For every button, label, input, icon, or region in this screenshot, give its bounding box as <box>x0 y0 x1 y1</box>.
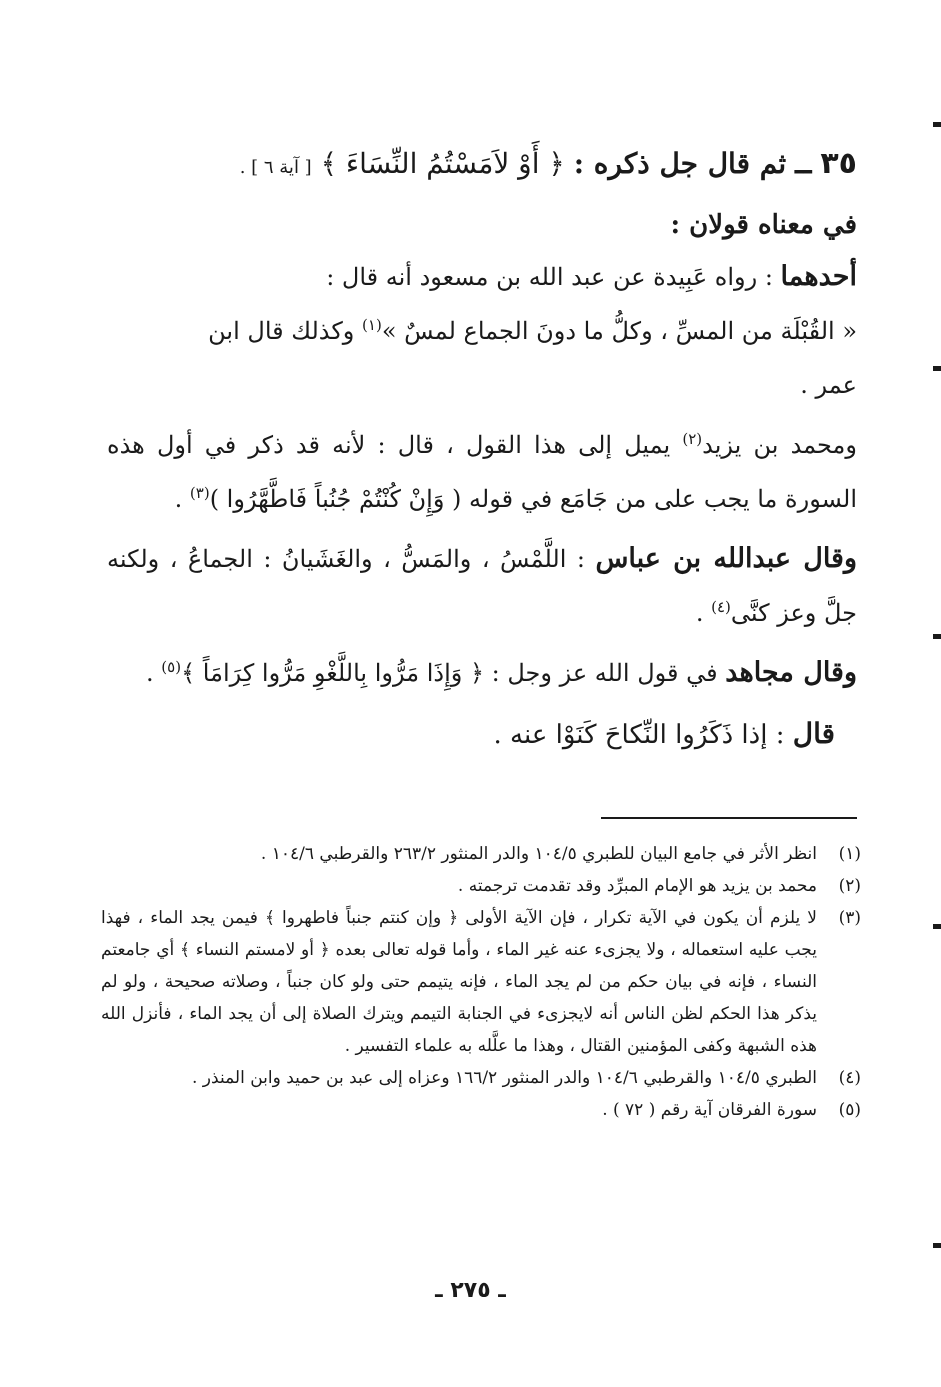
footnote-number: (٤) <box>838 1068 861 1088</box>
section-heading <box>107 138 857 194</box>
footnote <box>101 1094 861 1126</box>
footnote-ref-2[interactable]: (٢) <box>682 430 703 448</box>
footnote <box>101 870 861 902</box>
footnotes <box>101 838 861 1126</box>
footnote-number: (٥) <box>838 1100 861 1120</box>
ibn-abbas-lead: وقال عبدالله بن عباس <box>595 543 857 574</box>
edge-mark <box>933 924 941 929</box>
section-dash: ــ <box>795 147 812 180</box>
footnote-ref-3[interactable]: (٣) <box>189 484 210 502</box>
first-opinion-line3: عمر . <box>800 371 857 399</box>
footnote-ref-5[interactable]: (٥) <box>161 658 182 676</box>
edge-mark <box>933 634 941 639</box>
footnote-divider <box>601 817 857 819</box>
subheading: في معناه قولان : <box>670 210 857 240</box>
mubarrad-end: . <box>174 485 183 513</box>
footnote-number: (٢) <box>838 876 861 896</box>
footnote-text: انظر الأثر في جامع البيان للطبري ١٠٤/٥ والدر المنثور ٢٦٣/٢ والقرطبي ١٠٤/٦ . <box>260 844 817 864</box>
quoted-verse: ﴿ أَوْ لاَمَسْتُمُ النِّسَاءَ ﴾ <box>320 147 565 180</box>
footnote-ref-4[interactable]: (٤) <box>711 598 731 616</box>
paragraph-first-opinion <box>107 250 857 412</box>
footnote-ref-1[interactable]: (١) <box>362 316 382 334</box>
section-number: ٣٥ <box>820 146 857 181</box>
conclusion-text: : إذا ذَكَرُوا النِّكاحَ كَنَوْا عنه . <box>493 720 785 750</box>
page-number: ـ ٢٧٥ ـ <box>435 1278 506 1303</box>
main-text <box>107 138 857 763</box>
first-opinion-quote: « القُبْلَة من المسِّ ، وكلُّ ما دونَ الجماع لمسٌ » <box>381 317 857 345</box>
footnote <box>101 838 861 870</box>
first-opinion-lead: أحدهما <box>780 261 857 292</box>
mubarrad-name: ومحمد بن يزيد <box>702 431 857 459</box>
mujahid-end: . <box>146 659 154 687</box>
mujahid-lead: وقال مجاهد <box>725 657 857 688</box>
first-opinion-line1: : رواه عَبِيدة عن عبد الله بن مسعود أنه قال : <box>326 263 773 291</box>
footnote <box>101 902 861 1062</box>
footnote-text: الطبري ١٠٤/٥ والقرطبي ١٠٤/٦ والدر المنثور ١٦٦/٢ وعزاه إلى عبد بن حميد وابن المنذر . <box>192 1068 817 1088</box>
first-opinion-line2: وكذلك قال ابن <box>208 317 355 345</box>
mujahid-text: في قول الله عز وجل : ﴿ وَإِذَا مَرُّوا بِاللَّغْوِ مَرُّوا كِرَامَاً ﴾ <box>181 659 718 687</box>
edge-mark <box>933 366 941 371</box>
ayah-reference: [ آية ٦ ] . <box>239 157 312 178</box>
edge-mark <box>933 1243 941 1248</box>
paragraph-mujahid <box>107 646 857 700</box>
mubarrad-text: يميل إلى هذا القول ، قال : لأنه قد ذكر في أول هذه السورة ما يجب على من جَامَع في قوله ( وَإِنْ كُنْتُمْ جُنُباً فَاطَّهَّرُوا ) <box>107 431 857 513</box>
ibn-abbas-end: . <box>695 599 704 627</box>
conclusion-lead: قال <box>792 717 835 750</box>
paragraph-ibn-abbas <box>107 532 857 640</box>
footnote-number: (٣) <box>838 908 861 928</box>
ibn-abbas-text: : اللَّمْسُ ، والمَسُّ ، والغَشَيانُ : الجماعُ ، ولكنه جلَّ وعز كنَّى <box>107 545 857 627</box>
edge-mark <box>933 122 941 127</box>
footnote-text: لا يلزم أن يكون في الآية تكرار ، فإن الآية الأولى ﴿ وإن كنتم جنباً فاطهروا ﴾ فيمن يجد الماء ، فهذا يجب عليه استعماله ، ولا يجزىء عنه غير الماء ، وأما قوله تعالى بعده ﴿ أو لامستم النساء ﴾ أي جامعتم النساء ، فإنه في بيان حكم من لم يجد الماء ، فإنه يتيمم حتى ولو كان جنباً ، وصلاته صحيحة ، ولو لم يذكر هذا الحكم لظن الناس أنه لايجزىء في الجنابة التيمم ويترك الصلاة إلى أن يجد الماء ، فأنزل الله هذه الشبهة وكفى المؤمنين القتال ، وهذا ما علَّله به علماء التفسير . <box>101 908 817 1056</box>
section-lead: ثم قال جل ذكره : <box>573 147 787 180</box>
footnote-number: (١) <box>838 844 861 864</box>
footnote-text: سورة الفرقان آية رقم ( ٧٢ ) . <box>602 1100 817 1120</box>
footnote-text: محمد بن يزيد هو الإمام المبرِّد وقد تقدمت ترجمته . <box>457 876 817 896</box>
footnote <box>101 1062 861 1094</box>
paragraph-conclusion <box>107 706 857 763</box>
paragraph-mubarrad <box>107 418 857 526</box>
